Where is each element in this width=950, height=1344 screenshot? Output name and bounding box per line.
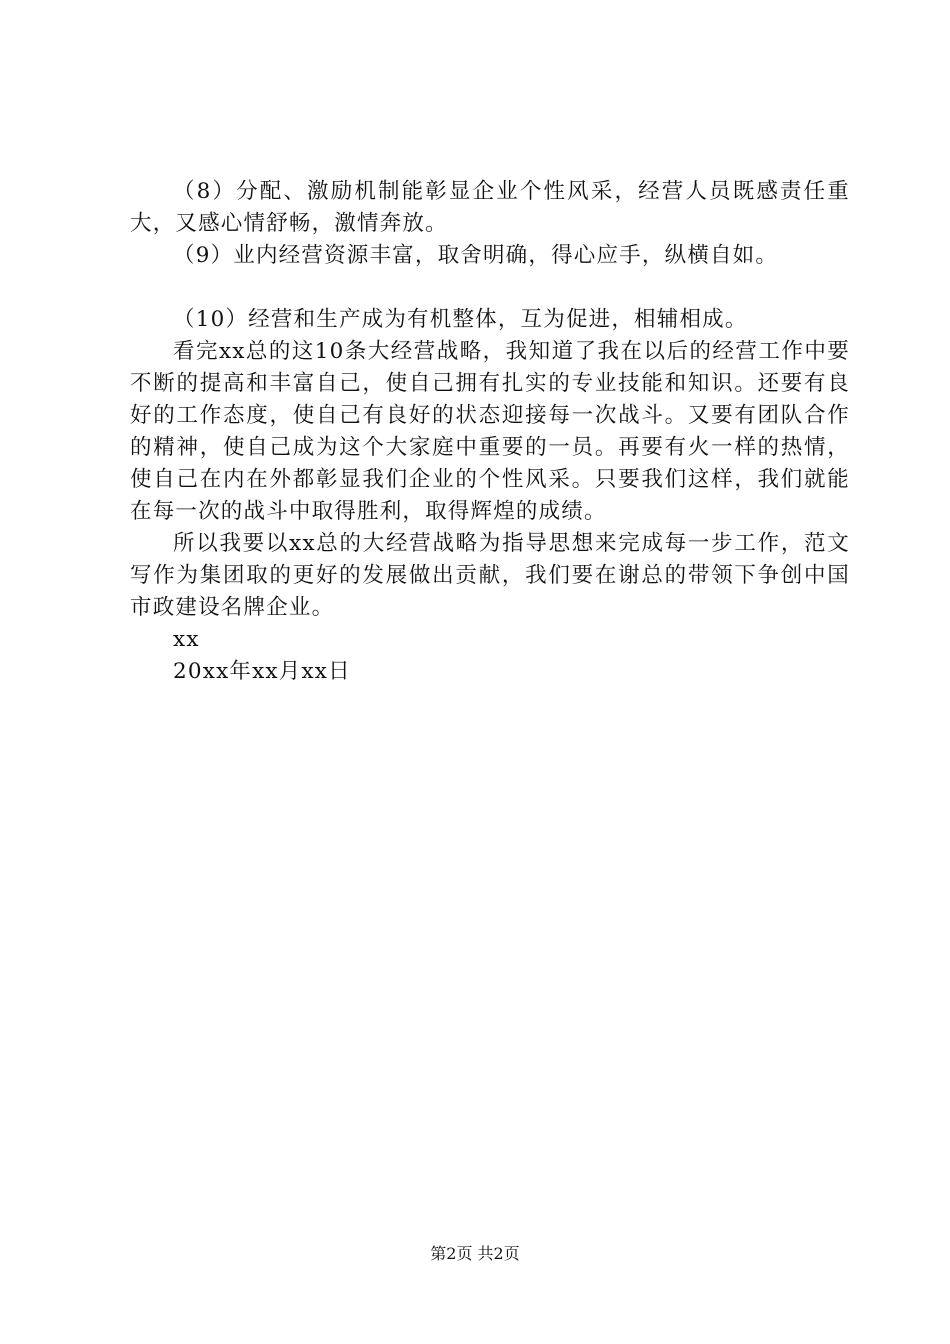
paragraph-conclusion: 所以我要以xx总的大经营战略为指导思想来完成每一步工作，范文写作为集团取的更好的发展做出贡献，我们要在谢总的带领下争创中国市政建设名牌企业。 [130, 531, 850, 620]
paragraph-spacer [130, 272, 850, 304]
paragraph-item-8: （8）分配、激励机制能彰显企业个性风采，经营人员既感责任重大，又感心情舒畅，激情奔放。 [130, 179, 850, 236]
signature: xx [173, 627, 200, 652]
page-number: 第2页 共2页 [430, 1244, 520, 1263]
paragraph-item-10: （10）经营和生产成为有机整体，互为促进，相辅相成。 [173, 307, 748, 332]
paragraph-reflection: 看完xx总的这10条大经营战略，我知道了我在以后的经营工作中要不断的提高和丰富自己，使自己拥有扎实的专业技能和知识。还要有良好的工作态度，使自己有良好的状态迎接每一次战斗。又要有团队合作的精神，使自己成为这个大家庭中重要的一员。再要有火一样的热情，使自己在内在外都彰显我们企业的个性风采。只要我们这样，我们就能在每一次的战斗中取得胜利，取得辉煌的成绩。 [130, 339, 850, 524]
document-date: 20xx年xx月xx日 [173, 659, 351, 684]
document-body [130, 176, 850, 688]
paragraph-item-9: （9）业内经营资源丰富，取舍明确，得心应手，纵横自如。 [173, 243, 779, 268]
